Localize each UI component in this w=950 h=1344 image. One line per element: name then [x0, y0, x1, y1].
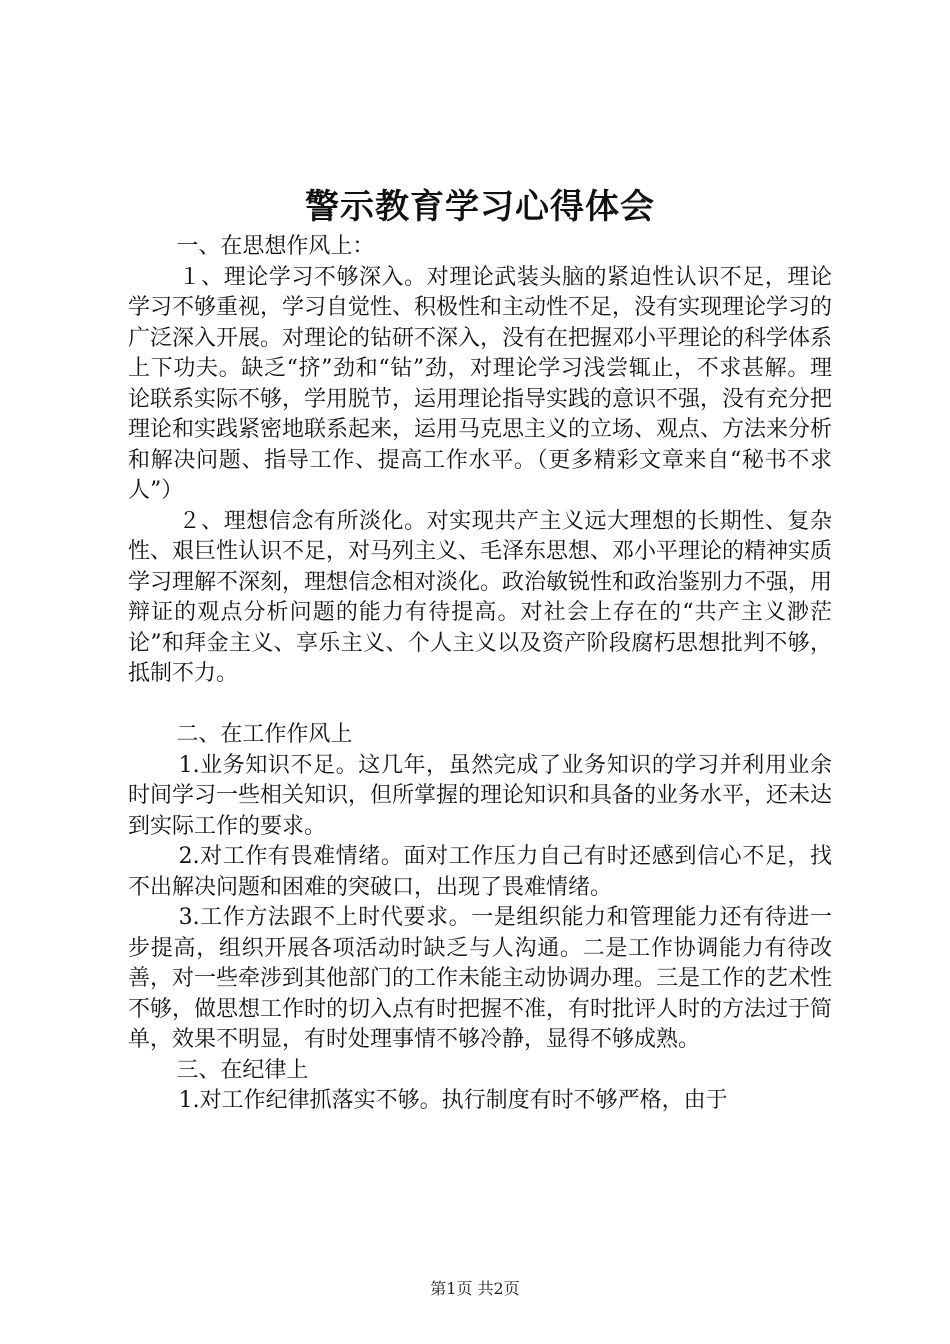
- document-body: [128, 232, 832, 1117]
- paragraph-spacer: [128, 690, 832, 721]
- paragraph-2-2: 2.对工作有畏难情绪。面对工作压力自己有时还感到信心不足，找不出解决问题和困难的突破口，出现了畏难情绪。: [128, 844, 832, 900]
- section-heading-2: 二、在工作作风上: [176, 722, 353, 747]
- document-title: 警示教育学习心得体会: [305, 187, 655, 227]
- document-page: [128, 182, 832, 1117]
- page-number-footer: 第1页 共2页: [430, 1279, 520, 1298]
- paragraph-2-1: 1.业务知识不足。这几年，虽然完成了业务知识的学习并利用业余时间学习一些相关知识，但所掌握的理论知识和具备的业务水平，还未达到实际工作的要求。: [128, 752, 833, 839]
- paragraph-1-1: １、理论学习不够深入。对理论武装头脑的紧迫性认识不足，理论学习不够重视，学习自觉性、积极性和主动性不足，没有实现理论学习的广泛深入开展。对理论的钻研不深入，没有在把握邓小平理论的科学体系上下功夫。缺乏“挤”劲和“钻”劲，对理论学习浅尝辄止，不求甚解。理论联系实际不够，学用脱节，运用理论指导实践的意识不强，没有充分把理论和实践紧密地联系起来，运用马克思主义的立场、观点、方法来分析和解决问题、指导工作、提高工作水平。（更多精彩文章来自“秘书不求人”）: [128, 264, 833, 503]
- section-heading-1: 一、在思想作风上：: [176, 234, 375, 259]
- paragraph-3-1: 1.对工作纪律抓落实不够。执行制度有时不够严格，由于: [178, 1088, 728, 1113]
- paragraph-2-3: 3.工作方法跟不上时代要求。一是组织能力和管理能力还有待进一步提高，组织开展各项活动时缺乏与人沟通。二是工作协调能力有待改善，对一些牵涉到其他部门的工作未能主动协调办理。三是工作的艺术性不够，做思想工作时的切入点有时把握不准，有时批评人时的方法过于简单，效果不明显，有时处理事情不够冷静，显得不够成熟。: [128, 905, 833, 1052]
- paragraph-1-2: ２、理想信念有所淡化。对实现共产主义远大理想的长期性、复杂性、艰巨性认识不足，对马列主义、毛泽东思想、邓小平理论的精神实质学习理解不深刻，理想信念相对淡化。政治敏锐性和政治鉴别力不强，用辩证的观点分析问题的能力有待提高。对社会上存在的“共产主义渺茫论”和拜金主义、享乐主义、个人主义以及资产阶段腐朽思想批判不够，抵制不力。: [128, 508, 833, 686]
- section-heading-3: 三、在纪律上: [176, 1057, 309, 1083]
